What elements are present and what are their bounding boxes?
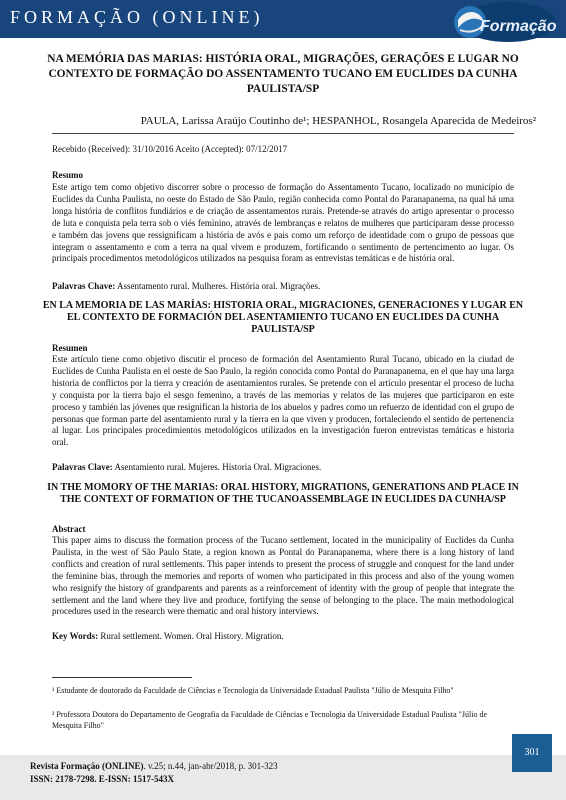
title-spanish: EN LA MEMORIA DE LAS MARÍAS: HISTORIA ORAL, MIGRACIONES, GENERACIONES Y LUGAR EN EL CONTEXTO DE FORMACIÓN DEL ASENTAMIENTO TUCANO EN EUCLIDES DA CUNHA PAULISTA/SP [42,300,524,335]
journal-header-title: FORMAÇÃO (ONLINE) [10,7,264,27]
palavras-clave [52,462,321,472]
footer-issn: ISSN: 2178-7298. E-ISSN: 1517-543X [30,774,175,784]
palavras-clave-text: Asentamiento rural. Mujeres. Historia Oral. Migraciones. [114,462,322,472]
abstract-heading: Abstract [52,524,86,534]
footer-citation [30,761,278,771]
footnote-rule [52,677,192,678]
footnote-2: ² Professora Doutora do Departamento de Geografia da Faculdade de Ciências e Tecnologia da Universidade Estadual Paulista "Júlio de Mesquita Filho" [52,710,488,730]
authors-rule [52,133,514,134]
palavras-chave-text: Assentamento rural. Mulheres. História oral. Migrações. [117,281,321,291]
footnote-1: ¹ Estudante de doutorado da Faculdade de Ciências e Tecnologia da Universidade Estadual Paulista "Júlio de Mesquita Filho" [52,686,454,695]
received-accepted-dates: Recebido (Received): 31/10/2016 Aceito (Accepted): 07/12/2017 [52,144,288,154]
abstract-text: This paper aims to discuss the formation process of the Tucano settlement, located in the municipality of Euclides da Cunha Paulista, in the west of São Paulo State, a region known as Pontal do Paranapanema, where there is a long history of land conflicts and creation of rural settlements. This paper intends to present the process of struggle and conquest for the land under the feminine bias, through the memories and reports of women who participated in this process and also of the young women who resignify the history of grandparents and parents as a reinforcement of identity with the group of people that integrate the settlement and the land where they live and produce, fortifying the sense of belonging to the place. The main methodological procedures used in the research were thematic and oral history interviews. [52,535,514,617]
page-footer [0,755,566,800]
journal-logo [446,0,558,44]
resumo-heading: Resumo [52,170,83,180]
footer-journal-name: Revista Formação (ONLINE) [30,761,144,771]
title-english: IN THE MOMORY OF THE MARIAS: ORAL HISTORY, MIGRATIONS, GENERATIONS AND PLACE IN THE CONTEXT OF FORMATION OF THE TUCANOASSEMBLAGE IN EUCLIDES DA CUNHA/SP [47,482,519,505]
resumen-text: Este artículo tiene como objetivo discutir el proceso de formación del Asentamiento Rural Tucano, ubicado en la ciudad de Euclides de Cunha Paulista en el oeste de Sao Paulo, la región conocida como Pontal do Paranapanema, en el que hay una larga historia de conflictos por la tierra y creación de asentamientos rurales. Se pretende con el artículo presentar el proceso de lucha y conquista por la tierra bajo el sesgo femenino, a través de las memorias y relatos de las mujeres que participaron en este proceso y también las jóvenes que resignifican la historia de los abuelos y padres como un refuerzo de identidad con el grupo de personas que forman parte del asentamiento rural y la tierra en la que viven y producen, fortaleciendo el sentido de pertenencia al lugar. Los principales procedimientos metodológicos utilizados en la investigación fueron entrevistas temáticas e historia oral. [52,354,514,448]
palavras-chave [52,281,320,291]
palavras-chave-label: Palavras Chave: [52,281,116,291]
key-words-text: Rural settlement. Women. Oral History. Migration. [100,631,284,641]
title-portuguese: NA MEMÓRIA DAS MARIAS: HISTÓRIA ORAL, MIGRAÇÕES, GERAÇÕES E LUGAR NO CONTEXTO DE FORMAÇÃO DO ASSENTAMENTO TUCANO EM EUCLIDES DA CUNHA PAULISTA/SP [47,53,519,95]
authors: PAULA, Larissa Araújo Coutinho de¹; HESPANHOL, Rosangela Aparecida de Medeiros² [140,115,536,127]
key-words-label: Key Words: [52,631,99,641]
resumen-heading: Resumen [52,343,88,353]
footer-volume-info: . v.25; n.44, jan-abr/2018, p. 301-323 [143,761,278,771]
palavras-clave-label: Palavras Clave: [52,462,113,472]
key-words [52,631,284,641]
resumo-text: Este artigo tem como objetivo discorrer sobre o processo de formação do Assentamento Tucano, localizado no município de Euclides da Cunha Paulista, no oeste do Estado de São Paulo, região conhecida como Pontal do Paranapanema, na qual há uma longa história de conflitos fundiários e de criação de assentamentos rurais. Pretende-se através do artigo apresentar o processo de luta e conquista pela terra sob o viés feminino, através de lembranças e relatos de mulheres que participaram desse processo e também das jovens que ressignificam a história de avós e pais como um reforço de identidade com o grupo de pessoas que integram o assentamento e com a terra na qual vivem e produzem, fortificando o sentimento de pertencimento ao lugar. Os principais procedimentos metodológicos utilizados na pesquisa foram as entrevistas temáticas e de história oral. [52,182,514,264]
page-number-badge: 301 [512,734,552,772]
logo-text: Formação [480,18,557,35]
